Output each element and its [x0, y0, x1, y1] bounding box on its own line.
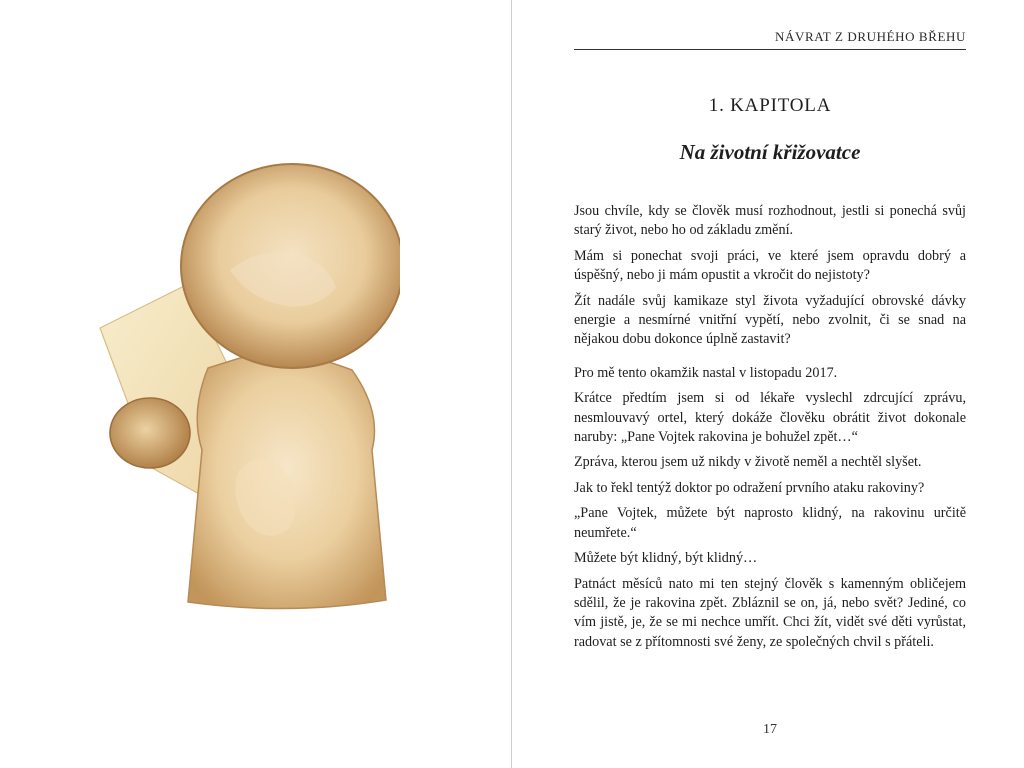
left-page — [0, 0, 511, 768]
paragraph: Jak to řekl tentýž doktor po odražení prvního ataku rakoviny? — [574, 479, 925, 496]
paragraph: Můžete být klidný, být klidný… — [574, 550, 758, 567]
watercolor-figure-with-child-icon — [90, 150, 400, 620]
paragraph: „Pane Vojtek, můžete být naprosto klidný, na rakovinu určitě neumřete.“ — [574, 505, 966, 541]
paragraph: Pro mě tento okamžik nastal v listopadu 2017. — [574, 364, 838, 381]
right-page — [512, 0, 1024, 768]
chapter-body — [574, 202, 966, 658]
paragraph: Krátce předtím jsem si od lékaře vyslechl zdrcující zprávu, nesmlouvavý ortel, který dokáže člověku obrátit život dokonale naruby: „Pane Vojtek rakovina je bohužel zpět…“ — [574, 390, 966, 446]
running-head: NÁVRAT Z DRUHÉHO BŘEHU — [775, 29, 966, 44]
header-rule — [574, 49, 966, 50]
page-number: 17 — [763, 722, 777, 737]
paragraph: Patnáct měsíců nato mi ten stejný člověk s kamenným obličejem sdělil, že je rakovina zpět. Zbláznil se on, já, nebo svět? Jediné, co vím jistě, je, že se mi nechce umřít. Chci žít, vidět své děti vyrůstat, radovat se z přítomnosti své ženy, ze společných chvil s přáteli. — [574, 575, 966, 650]
chapter-title: Na životní křižovatce — [679, 140, 861, 164]
paragraph: Jsou chvíle, kdy se člověk musí rozhodnout, jestli si ponechá svůj starý život, nebo ho od základu změní. — [574, 203, 966, 239]
chapter-number: 1. KAPITOLA — [708, 95, 832, 116]
paragraph: Žít nadále svůj kamikaze styl života vyžadující obrovské dávky energie a nesmírné vnitřní vypětí, nebo zvolnit, či se snad na nějakou dobu dokonce úplně zastavit? — [574, 292, 966, 348]
paragraph: Zpráva, kterou jsem už nikdy v životě neměl a nechtěl slyšet. — [574, 454, 922, 471]
paragraph: Mám si ponechat svoji práci, ve které jsem opravdu dobrý a úspěšný, nebo ji mám opustit a vkročit do nejistoty? — [574, 247, 966, 284]
